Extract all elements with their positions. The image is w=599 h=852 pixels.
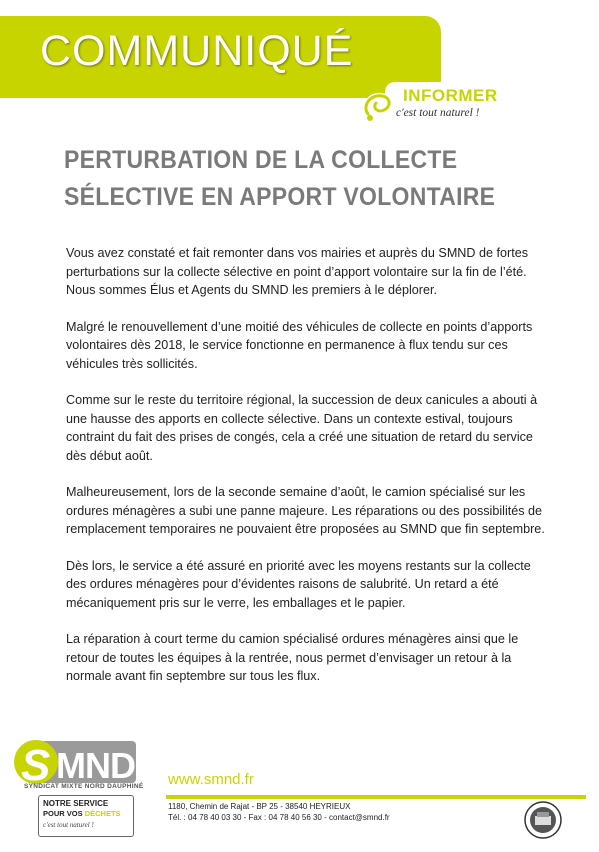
informer-label: INFORMER	[403, 86, 498, 105]
certification-seal-icon	[523, 800, 563, 840]
document-body	[66, 244, 546, 704]
badge-line-3: c'est tout naturel !	[43, 821, 94, 829]
postal-address: 1180, Chemin de Rajat - BP 25 - 38540 HEYRIEUX	[168, 802, 351, 811]
svg-text:MND: MND	[56, 745, 135, 786]
title-line-2: SÉLECTIVE EN APPORT VOLONTAIRE	[64, 183, 496, 211]
service-badge	[38, 795, 134, 837]
leaf-swirl-icon	[360, 84, 396, 128]
paragraph: Dès lors, le service a été assuré en priorité avec les moyens restants sur la collecte des ordures ménagères pour d’évidentes raisons de salubrité. Un retard a été mécaniquement pris sur le verre, les emballages et le papier.	[66, 558, 531, 610]
communique-title: COMMUNIQUÉ	[40, 27, 354, 75]
paragraph: Comme sur le reste du territoire régional, la succession de deux canicules a abouti à une hausse des apports en collecte sélective. Dans un contexte estival, toujours contraint du fait des prises de congés, cela a créé une situation de retard du service dès début août.	[66, 393, 538, 463]
paragraph: Vous avez constaté et fait remonter dans vos mairies et auprès du SMND de fortes perturbations sur la collecte sélective en point d’apport volontaire sur la fin de l’été. Nous sommes Élus et Agents du SMND les premiers à le déplorer.	[66, 246, 528, 297]
paragraph: La réparation à court terme du camion spécialisé ordures ménagères ainsi que le retour de toutes les équipes à la rentrée, nous permet d’envisager un retour à la normale avant fin septembre sur tous les flux.	[66, 632, 519, 683]
footer-divider	[166, 795, 586, 799]
badge-line-2: POUR VOS DÉCHETS	[43, 809, 121, 818]
badge-line-1: NOTRE SERVICE	[43, 799, 109, 808]
title-line-1: PERTURBATION DE LA COLLECTE	[64, 146, 458, 174]
informer-tagline: c'est tout naturel !	[396, 107, 480, 119]
paragraph: Malgré le renouvellement d’une moitié des véhicules de collecte en points d’apports volontaires dès 2018, le service fonctionne en permanence à flux tendu sur ces véhicules très sollicités.	[66, 319, 533, 371]
website-link[interactable]: www.smnd.fr	[168, 771, 254, 788]
paragraph: Malheureusement, lors de la seconde semaine d’août, le camion spécialisé sur les ordures ménagères a subi une panne majeure. Les réparations ou des possibilités de remplacement temporaires ne pouvaient être proposées au SMND que fin septembre.	[66, 485, 545, 536]
smnd-subtitle: SYNDICAT MIXTE NORD DAUPHINÉ	[24, 783, 144, 790]
svg-text:S: S	[21, 741, 51, 790]
contact-line: Tél. : 04 78 40 03 30 - Fax : 04 78 40 56 30 - contact@smnd.fr	[168, 813, 390, 822]
document-title	[64, 142, 524, 216]
